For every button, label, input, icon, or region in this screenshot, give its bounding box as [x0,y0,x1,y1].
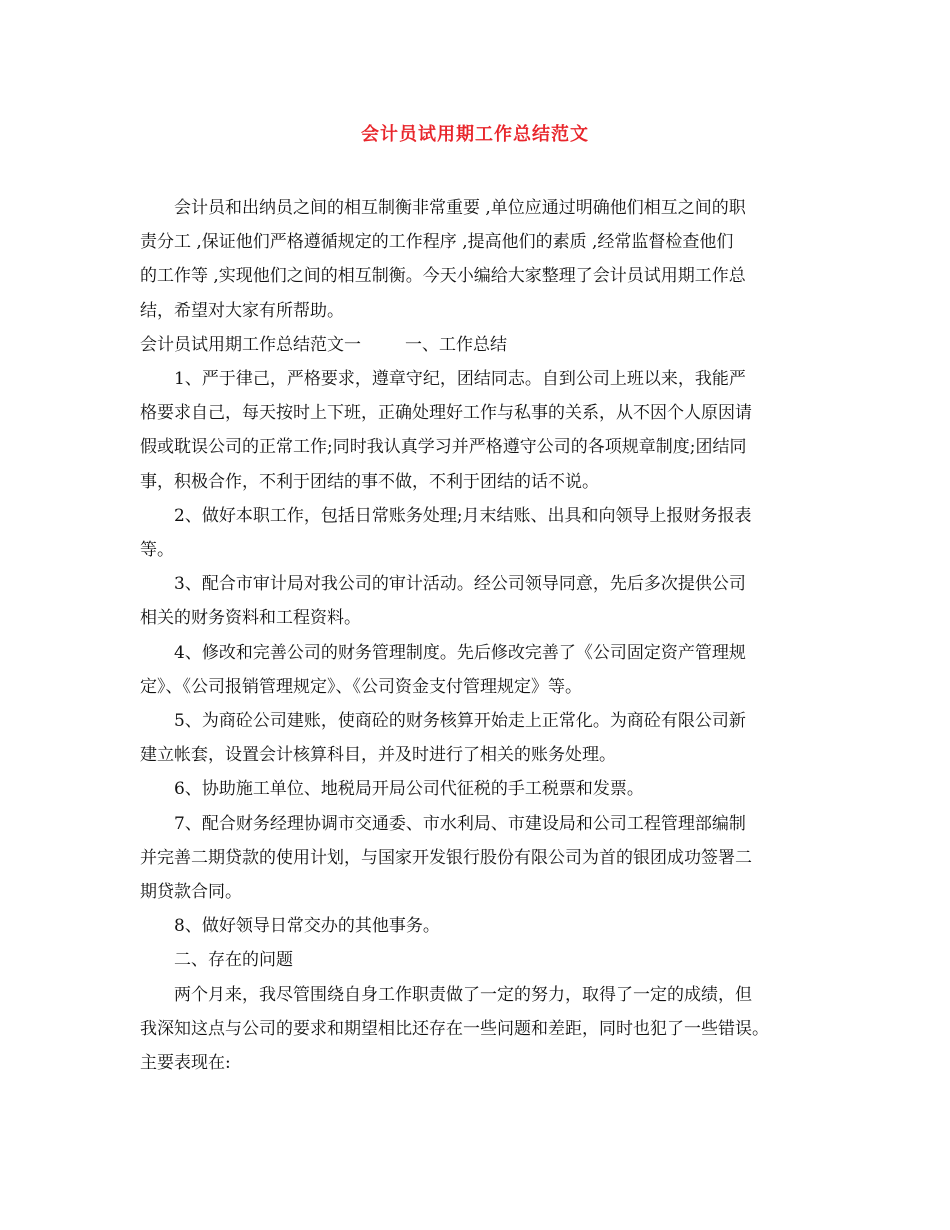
item-line: 3、配合市审计局对我公司的审计活动。经公司领导同意，先后多次提供公司 [174,574,746,595]
item-line: 等。 [140,540,174,561]
section-two-paragraph [140,978,812,1081]
intro-line: 会计员和出纳员之间的相互制衡非常重要 ,单位应通过明确他们相互之间的职 [174,198,746,218]
list-item-1 [140,362,812,499]
item-line: 事，积极合作，不利于团结的事不做，不利于团结的话不说。 [140,471,599,492]
item-line: 7、配合财务经理协调市交通委、市水利局、市建设局和公司工程管理部编制 [174,813,746,834]
item-line: 定》、《公司报销管理规定》、《公司资金支付管理规定》等。 [140,676,582,697]
list-item-2 [140,499,812,567]
item-line: 8、做好领导日常交办的其他事务。 [174,916,440,937]
item-line: 2、做好本职工作，包括日常账务处理;月末结账、出具和向领导上报财务报表 [174,505,752,526]
item-line: 相关的财务资料和工程资料。 [140,608,361,629]
item-line: 1、严于律己，严格要求，遵章守纪，团结同志。自到公司上班以来，我能严 [174,369,746,390]
list-item-6 [140,772,812,806]
intro-paragraph [140,191,812,328]
section-one-heading: 一、工作总结 [405,334,507,355]
list-item-4 [140,636,812,704]
heading-row [140,328,812,362]
item-line: 格要求自己，每天按时上下班，正确处理好工作与私事的关系，从不因个人原因请 [140,403,752,424]
item-line: 6、协助施工单位、地税局开局公司代征税的手工税票和发票。 [174,779,644,800]
document-title: 会计员试用期工作总结范文 [361,124,589,145]
item-line: 并完善二期贷款的使用计划，与国家开发银行股份有限公司为首的银团成功签署二 [140,847,752,868]
subtitle-label: 会计员试用期工作总结范文一 [140,334,361,355]
item-line: 5、为商砼公司建账，使商砼的财务核算开始走上正常化。为商砼有限公司新 [174,711,746,732]
section-two-line: 主要表现在: [140,1053,231,1074]
item-line: 4、修改和完善公司的财务管理制度。先后修改完善了《公司固定资产管理规 [174,642,746,663]
item-line: 假或耽误公司的正常工作;同时我认真学习并严格遵守公司的各项规章制度;团结同 [140,437,747,458]
section-two-heading [140,943,812,977]
intro-line: 的工作等 ,实现他们之间的相互制衡。今天小编给大家整理了会计员试用期工作总 [140,266,746,287]
item-line: 期贷款合同。 [140,882,242,903]
list-item-8 [140,909,812,943]
section-two-line: 我深知这点与公司的要求和期望相比还存在一些问题和差距，同时也犯了一些错误。 [140,1018,769,1039]
intro-line: 结，希望对大家有所帮助。 [140,300,344,321]
list-item-3 [140,567,812,635]
intro-line: 责分工 ,保证他们严格遵循规定的工作程序 ,提高他们的素质 ,经常监督检查他们 [140,232,734,253]
section-two-line: 两个月来，我尽管围绕自身工作职责做了一定的努力，取得了一定的成绩，但 [174,984,752,1005]
heading-line [140,328,812,362]
document-body [140,191,812,1080]
list-item-5 [140,704,812,772]
section-two-heading-text: 二、存在的问题 [174,950,293,971]
item-line: 建立帐套，设置会计核算科目，并及时进行了相关的账务处理。 [140,745,616,766]
list-item-7 [140,807,812,910]
